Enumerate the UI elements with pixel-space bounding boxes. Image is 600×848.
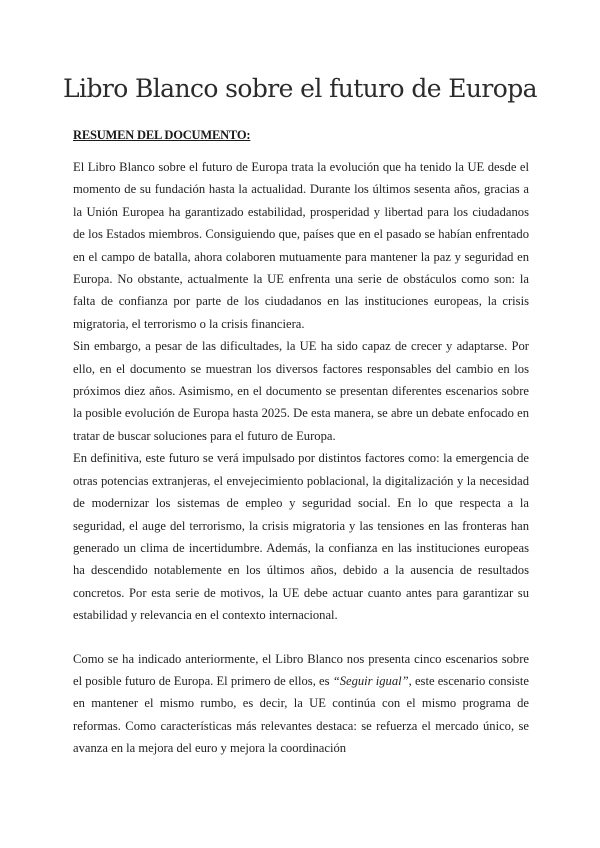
paragraph-1: El Libro Blanco sobre el futuro de Europa trata la evolución que ha tenido la UE desde el momento de su fundación hasta la actualidad. Durante los últimos sesenta años, gracias a la Unión Europea ha garantizado estabilidad, prosperidad y libertad para los ciudadanos de los Estados miembros. Consiguiendo que, países que en el pasado se habían enfrentado en el campo de batalla, ahora colaboren mutuamente para mantener la paz y seguridad en Europa. No obstante, actualmente la UE enfrenta una serie de obstáculos como son: la falta de confianza por parte de los ciudadanos en las instituciones europeas, la crisis migratoria, el terrorismo o la crisis financiera. [73, 160, 529, 331]
document-title: Libro Blanco sobre el futuro de Europa [63, 74, 537, 103]
scenario-quote: “Seguir igual” [332, 673, 409, 688]
paragraph-2: Sin embargo, a pesar de las dificultades, la UE ha sido capaz de crecer y adaptarse. Por ello, en el documento se muestran los diversos factores responsables del cambio en los próximos diez años. Asimismo, en el documento se presentan diferentes escenarios sobre la posible evolución de Europa hasta 2025. De esta manera, se abre un debate enfocado en tratar de buscar soluciones para el futuro de Europa. [73, 339, 529, 443]
section-heading: RESUMEN DEL DOCUMENTO: [73, 128, 251, 142]
document-body [73, 156, 529, 760]
paragraph-4-intro: Como se ha indicado anteriormente, el Libro Blanco nos presenta cinco escenarios sobre el posible futuro de Europa. El primero de ellos, es [73, 651, 529, 688]
paragraph-4-rest: , este escenario consiste en mantener el mismo rumbo, es decir, la UE continúa con el mismo programa de reformas. Como características más relevantes destaca: se refuerza el mercado único, se avanza en la mejora del euro y mejora la coordinación [73, 673, 529, 756]
paragraph-3: En definitiva, este futuro se verá impulsado por distintos factores como: la emergencia de otras potencias extranjeras, el envejecimiento poblacional, la digitalización y la necesidad de modernizar los sistemas de empleo y seguridad social. En lo que respecta a la seguridad, el auge del terrorismo, la crisis migratoria y las tensiones en las fronteras han generado un clima de incertidumbre. Además, la confianza en las instituciones europeas ha descendido notablemente en los últimos años, debido a la ausencia de resultados concretos. Por esta serie de motivos, la UE debe actuar cuanto antes para garantizar su estabilidad y relevancia en el contexto internacional. [73, 451, 529, 623]
paragraph-4 [73, 648, 529, 760]
